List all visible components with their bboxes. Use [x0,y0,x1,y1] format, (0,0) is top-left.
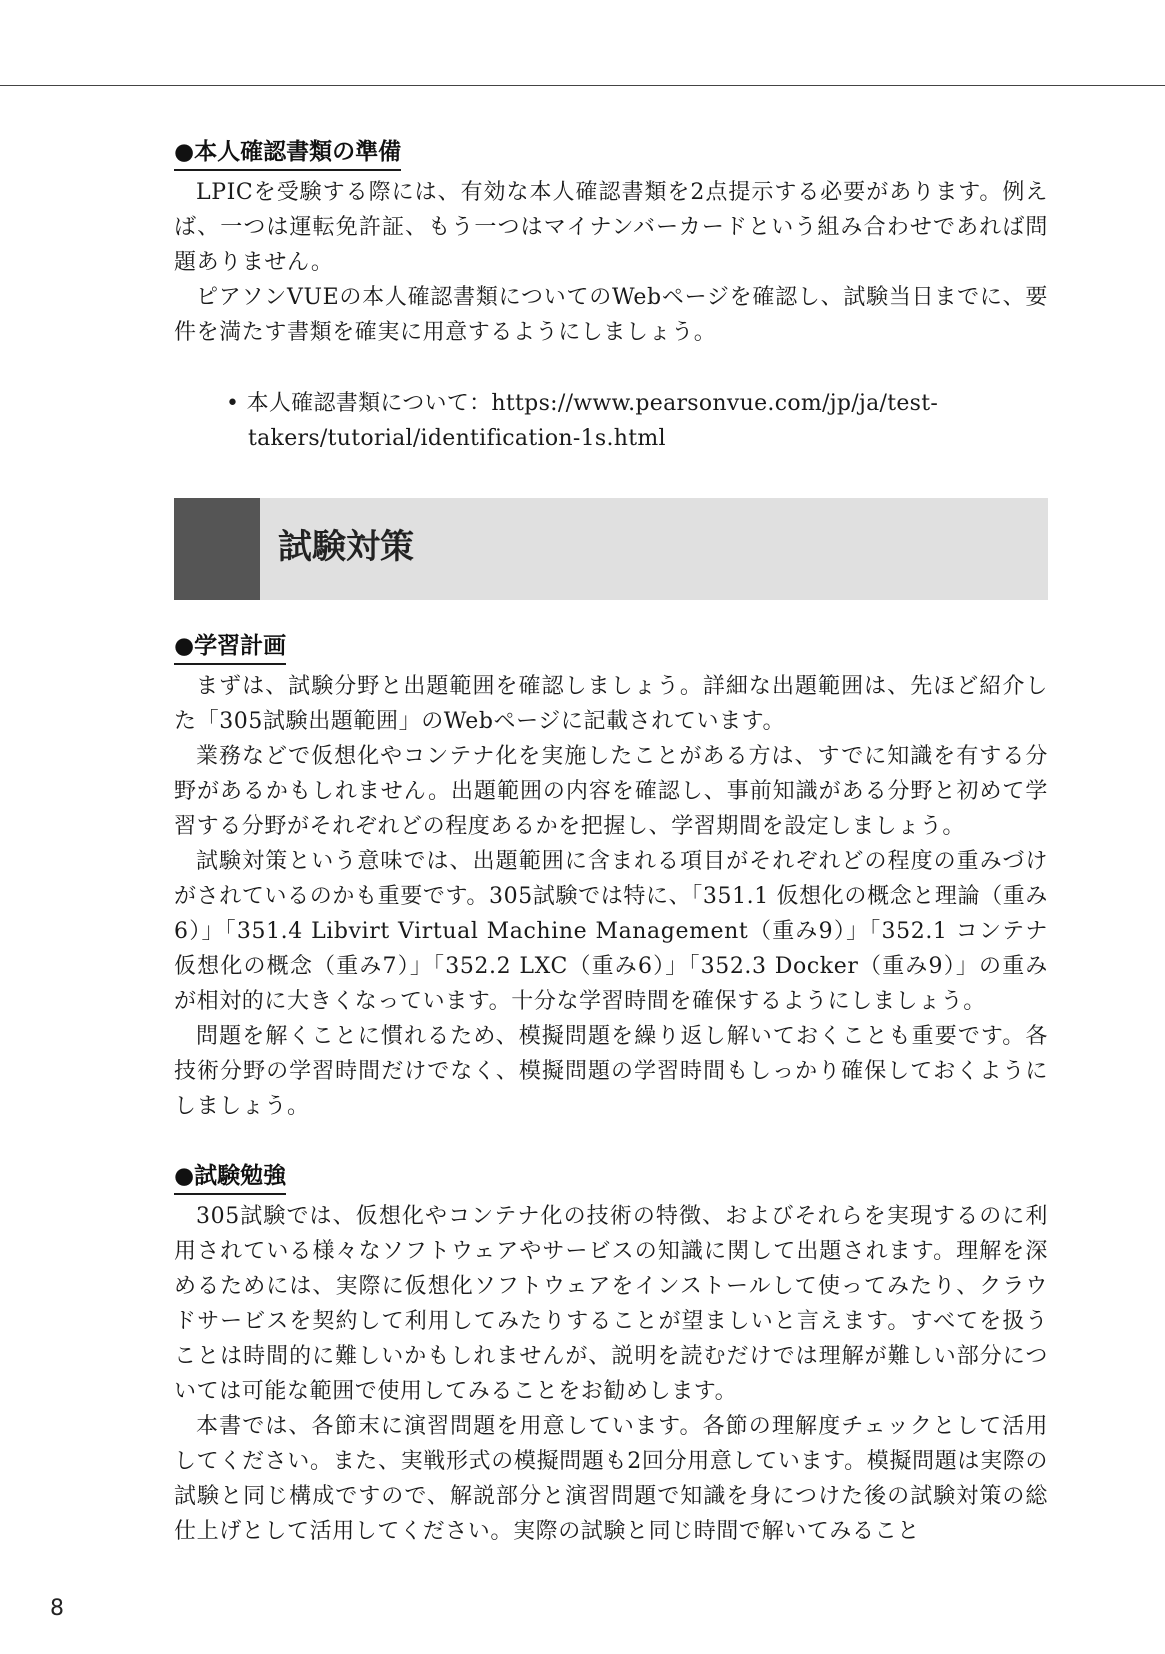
page-content [174,136,1048,1549]
study-paragraph-1: 305試験では、仮想化やコンテナ化の技術の特徴、およびそれらを実現するのに利用されている様々なソフトウェアやサービスの知識に関して出題されます。理解を深めるためには、実際に仮想化ソフトウェアをインストールして使ってみたり、クラウドサービスを契約して利用してみたりすることが望ましいと言えます。すべてを扱うことは時間的に難しいかもしれませんが、説明を読むだけでは理解が難しい部分については可能な範囲で使用してみることをお勧めします。 [174,1204,1048,1404]
id-docs-link-bullet: • 本人確認書類について：https://www.pearsonvue.com/jp/ja/test-takers/tutorial/identification-1s.html [226,391,939,451]
study-plan-heading: ●学習計画 [174,630,286,665]
study-paragraph-2: 本書では、各節末に演習問題を用意しています。各節の理解度チェックとして活用してください。また、実戦形式の模擬問題も2回分用意しています。模擬問題は実際の試験と同じ構成ですので、解説部分と演習問題で知識を身につけた後の試験対策の総仕上げとして活用してください。実際の試験と同じ時間で解いてみること [174,1414,1048,1544]
id-docs-heading: ●本人確認書類の準備 [174,136,401,171]
section-study-plan [174,630,1048,1124]
section-heading-block [174,498,260,600]
study-plan-paragraph-4: 問題を解くことに慣れるため、模擬問題を繰り返し解いておくことも重要です。各技術分野の学習時間だけでなく、模擬問題の学習時間もしっかり確保しておくようにしましょう。 [174,1024,1048,1119]
id-docs-paragraph-2: ピアソンVUEの本人確認書類についてのWebページを確認し、試験当日までに、要件を満たす書類を確実に用意するようにしましょう。 [174,285,1048,345]
study-plan-paragraph-2: 業務などで仮想化やコンテナ化を実施したことがある方は、すでに知識を有する分野があるかもしれません。出題範囲の内容を確認し、事前知識がある分野と初めて学習する分野がそれぞれどの程度あるかを把握し、学習期間を設定しましょう。 [174,744,1048,839]
section-study [174,1160,1048,1549]
section-heading-exam-prep [174,498,1048,600]
top-rule [0,85,1165,86]
section-title: 試験対策 [278,527,414,567]
study-plan-paragraph-3: 試験対策という意味では、出題範囲に含まれる項目がそれぞれどの程度の重みづけがされているのかも重要です。305試験では特に、「351.1 仮想化の概念と理論（重み6）」「351.4 Libvirt Virtual Machine Management（重み9）」「352.1 コンテナ仮想化の概念（重み7）」「352.2 LXC（重み6）」「352.3 Docker（重み9）」の重みが相対的に大きくなっています。十分な学習時間を確保するようにしましょう。 [174,849,1048,1014]
id-docs-paragraph-1: LPICを受験する際には、有効な本人確認書類を2点提示する必要があります。例えば、一つは運転免許証、もう一つはマイナンバーカードという組み合わせであれば問題ありません。 [174,180,1048,275]
section-id-docs [174,136,1048,456]
study-heading: ●試験勉強 [174,1160,286,1195]
page-number: 8 [50,1596,64,1621]
study-plan-paragraph-1: まずは、試験分野と出題範囲を確認しましょう。詳細な出題範囲は、先ほど紹介した「305試験出題範囲」のWebページに記載されています。 [174,674,1048,734]
